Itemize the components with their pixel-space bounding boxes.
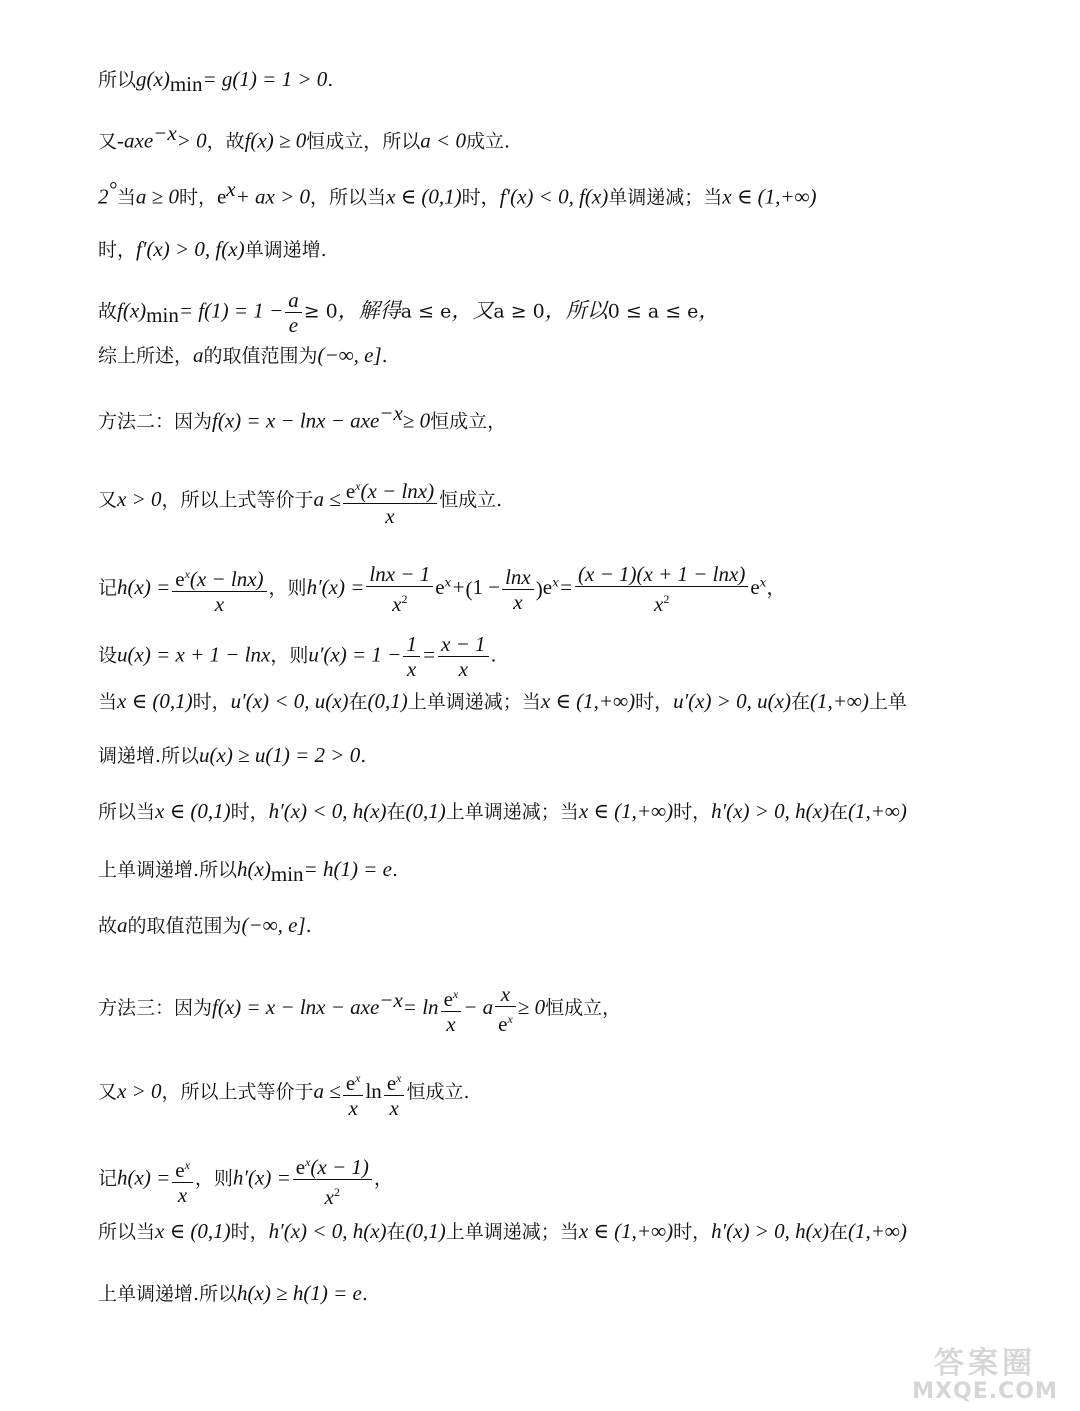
numerator-text: x [500,982,511,1006]
text-segment: ，所以当 [310,186,387,209]
math-expression: x ∈ (1,+∞) [722,184,817,209]
superscript: −x [379,401,403,425]
fraction-numerator [438,632,489,657]
math-expression: u(x) = x + 1 − lnx [117,642,271,667]
text-segment: 在 [348,691,368,713]
text-line [98,1150,980,1209]
denominator-text: x [324,1185,334,1209]
text-segment: ，则 [270,644,309,667]
math-expression: u(x) ≥ u(1) = 2 > 0 [199,743,361,767]
numerator-text: (x − lnx) [360,479,435,503]
fraction [384,1066,405,1120]
text-segment: 上单调递减；当 [445,801,579,823]
fraction-numerator [502,565,534,590]
math-expression: a ≥ 0 [135,184,179,209]
fraction-numerator [293,1150,372,1180]
text-segment: 调递增.所以 [98,745,200,767]
fraction-denominator [366,587,433,616]
fraction [403,632,420,681]
math-expression: e [542,575,553,599]
text-segment: ， [766,577,786,599]
superscript: ° [108,177,117,201]
fraction [343,1066,364,1120]
superscript: x [444,575,452,590]
superscript: x [305,1155,311,1169]
subscript: min [146,303,179,328]
numerator-text: (x − 1)(x + 1 − lnx) [578,562,746,586]
numerator-text: e [443,987,453,1011]
text-segment: . [360,745,367,767]
superscript: x [184,567,190,581]
text-segment: 在 [790,691,810,713]
watermark-text-url: MXQE.COM [912,1379,1058,1404]
text-line [98,120,980,154]
text-segment: 上单调递增.所以 [98,1283,238,1305]
math-expression: h′(x) < 0, h(x) [268,799,387,823]
math-expression: x ∈ (0,1) [155,799,231,823]
fraction-denominator [343,504,437,528]
math-expression: x ∈ (1,+∞) [540,689,636,713]
denominator-text: x [392,592,402,616]
math-expression: e [216,184,227,209]
right-paren: ) [535,577,543,601]
math-expression: + ax > 0 [235,184,311,209]
text-line [98,1218,980,1245]
math-expression: h(x) = [117,1165,171,1190]
superscript: x [184,1157,190,1172]
denominator-text: x [214,592,225,616]
math-expression: x ∈ (1,+∞) [578,799,674,823]
math-expression: ≥ 0 [517,995,546,1019]
math-expression: = f(1) = 1 − [178,298,284,323]
text-segment: 所以当 [98,801,156,823]
denominator-text: x [385,504,395,528]
text-segment: ，则 [194,1167,233,1190]
numerator-text: e [345,1071,356,1095]
math-expression: ≥ 0 [402,408,431,433]
math-expression: h′(x) > 0, h(x) [711,799,829,823]
fraction [293,1150,372,1209]
text-segment: 上单调递减；当 [445,1221,579,1243]
fraction-numerator [575,562,748,587]
fraction-denominator [172,592,266,616]
math-expression: h′(x) = [306,575,365,599]
fraction-denominator [384,1096,405,1120]
fraction-numerator [366,562,433,587]
numerator-text: e [175,1157,185,1182]
superscript: x [452,987,459,1001]
fraction-denominator [172,1183,193,1207]
text-line [98,236,980,263]
fraction [438,632,489,681]
fraction [575,562,748,616]
fraction [172,562,266,616]
text-segment: 故 [98,915,118,937]
fraction-numerator [343,1066,364,1096]
text-segment: . [305,915,312,937]
numerator-text: (x − lnx) [189,567,264,591]
math-expression: f(x) = x − lnx − axe [212,995,380,1019]
subscript: min [169,71,203,96]
text-line [98,912,980,939]
math-expression: 2 [98,184,109,209]
math-expression: (0,1) [405,799,446,823]
fraction-numerator [495,982,516,1007]
text-line [98,562,980,616]
text-segment: 恒成立. [406,1081,470,1103]
fraction [495,982,516,1036]
denominator-text: x [348,1096,358,1120]
math-expression: h′(x) = [232,1165,291,1190]
text-segment: 所以当 [98,1221,156,1243]
fraction-denominator [575,587,748,616]
text-segment: 在 [828,801,848,823]
text-segment: . [361,1283,368,1305]
math-expression: (1,+∞) [847,799,907,823]
math-expression: h(x) [237,857,271,881]
fraction [366,562,433,616]
text-segment: 当 [98,691,118,713]
superscript: 2 [663,592,670,606]
text-segment: 方法二：因为 [98,410,213,433]
text-line [98,400,980,434]
math-expression: a [117,913,128,937]
math-expression: = ln [402,995,439,1019]
text-line [98,1066,980,1120]
math-expression: x > 0 [117,1079,162,1103]
numerator-text: e [295,1155,306,1179]
text-segment: 单调递增. [244,239,327,261]
math-expression: x ∈ (0,1) [386,184,462,209]
superscript: 2 [333,1185,340,1199]
numerator-text: e [386,1071,397,1095]
text-segment: 0 ≤ a ≤ e [607,300,699,323]
text-segment: 成立. [465,130,510,153]
numerator-text: e [345,479,356,503]
fraction-denominator [343,1096,364,1120]
fraction [343,474,437,528]
numerator-text: lnx [505,564,531,589]
text-line [98,688,980,715]
text-segment: 时， [98,239,137,261]
text-segment: 故 [98,300,118,323]
fraction-denominator [285,313,302,337]
watermark-text-cn: 答案圈 [934,1346,1036,1381]
math-expression: x > 0 [117,487,162,511]
text-segment: . [327,69,334,91]
math-expression: (0,1) [405,1219,446,1243]
denominator-text: x [446,1012,456,1036]
superscript: x [396,1071,402,1085]
text-segment: 恒成立，所以 [306,130,421,153]
math-expression: h(x) ≥ h(1) = e [237,1281,362,1305]
text-segment: 上单调递增.所以 [98,859,238,881]
numerator-text: lnx − 1 [369,562,431,586]
math-expression: a ≤ [313,1079,341,1103]
math-expression: ，又 [451,298,494,323]
math-expression: 1 − [472,575,501,599]
text-line [98,1280,980,1307]
fraction-numerator [403,632,420,657]
math-expression: ，解得 [337,298,401,323]
text-segment: 在 [828,1221,848,1243]
math-expression: = [421,642,436,667]
denominator-text: x [389,1096,399,1120]
text-segment: . [391,859,398,881]
text-segment: ，则 [268,577,307,599]
math-expression: a [193,343,204,367]
fraction-denominator [438,657,489,681]
text-segment: 上单 [868,691,907,713]
text-segment: 时， [673,801,712,823]
math-expression: = [558,575,574,599]
math-expression: (−∞, e] [241,913,306,937]
denominator-text: e [288,313,299,337]
text-segment: 在 [386,1221,406,1243]
superscript: x [507,1012,513,1026]
text-segment: 综上所述， [98,345,194,367]
math-expression: h(x) = [117,575,171,599]
text-line [98,288,980,337]
text-segment: 时， [461,186,500,209]
fraction-numerator [343,474,437,504]
text-line [98,474,980,528]
fraction-numerator [384,1066,405,1096]
math-expression: (−∞, e] [317,343,382,367]
denominator-text: x [177,1182,188,1207]
text-segment: 设 [98,644,118,667]
math-expression: u′(x) = 1 − [308,642,402,667]
text-segment: 上单调递减；当 [407,691,541,713]
fraction [285,288,302,337]
superscript: x [355,479,361,493]
text-segment: ，所以上式等价于 [161,1081,314,1103]
subscript: min [270,861,304,886]
text-segment: 又 [98,489,118,511]
math-expression: = h(1) = e [303,857,392,881]
math-expression: (0,1) [367,689,408,713]
text-segment: 的取值范围为 [203,345,318,367]
fraction-denominator [441,1012,462,1036]
math-expression: x ∈ (0,1) [117,689,193,713]
superscript: −x [379,987,403,1012]
superscript: 2 [401,592,408,606]
text-line [98,982,980,1036]
text-line [98,176,980,210]
superscript: x [355,1071,361,1085]
math-expression: + [451,575,466,599]
math-expression: > 0 [176,128,207,153]
numerator-text: e [175,567,185,591]
math-expression: g(x) [136,67,170,91]
text-segment: 恒成立， [545,997,622,1019]
text-segment: 时， [673,1221,712,1243]
numerator-text: 1 [406,632,417,656]
math-expression: ， [698,298,720,323]
text-segment: 记 [98,577,118,599]
superscript: x [226,177,236,201]
text-segment: 时， [192,691,231,713]
math-expression: e [435,575,445,599]
math-expression: f(x) = x − lnx − axe [212,408,380,433]
numerator-text: x − 1 [441,632,486,656]
math-expression: e [750,575,760,599]
text-segment: 时， [178,186,217,209]
text-segment: 时， [230,801,269,823]
left-paren: ( [465,577,473,601]
text-segment: . [381,345,388,367]
text-segment: 又 [98,130,118,153]
text-segment: 恒成立. [439,489,503,511]
text-segment: 方法三：因为 [98,997,213,1019]
text-segment: 时， [230,1221,269,1243]
fraction [172,1153,193,1207]
text-segment: ，所以上式等价于 [161,489,314,511]
math-expression: f′(x) > 0, f(x) [136,237,245,261]
superscript: x [552,575,559,590]
fraction-denominator [293,1180,372,1209]
math-expression: a < 0 [420,128,466,153]
text-line [98,798,980,825]
math-expression: x ∈ (0,1) [155,1219,231,1243]
watermark-logo [900,1348,1070,1408]
text-segment: 当 [116,186,136,209]
fraction-numerator [172,1153,193,1183]
text-segment: 记 [98,1167,118,1190]
math-expression: f′(x) < 0, f(x) [499,184,609,209]
fraction-denominator [403,657,420,681]
math-expression: − a [463,995,494,1019]
math-expression: f(x) [117,298,147,323]
text-segment: 所以 [98,69,137,91]
math-expression: a ≤ [313,487,341,511]
math-expression: = g(1) = 1 > 0 [202,67,328,91]
text-line [98,632,980,681]
text-line [98,342,980,369]
text-segment: 在 [386,801,406,823]
math-expression: x ∈ (1,+∞) [578,1219,674,1243]
math-expression: f(x) ≥ 0 [244,128,307,153]
text-segment: a ≤ e [400,300,452,323]
text-segment: 恒成立， [430,410,507,433]
fraction [441,982,462,1036]
denominator-text: x [654,592,664,616]
fraction-numerator [285,288,302,313]
math-expression: (1,+∞) [847,1219,907,1243]
denominator-text: x [458,657,468,681]
math-expression: u′(x) < 0, u(x) [230,689,349,713]
denominator-text: x [406,657,417,681]
math-expression: ln [365,1079,382,1103]
text-segment: 的取值范围为 [127,915,242,937]
math-expression: u′(x) > 0, u(x) [673,689,791,713]
superscript: x [759,575,767,590]
math-expression: h′(x) > 0, h(x) [711,1219,829,1243]
fraction [502,565,534,614]
text-line [98,66,980,100]
math-expression: -axe [117,128,154,153]
text-line [98,742,980,769]
fraction-denominator [495,1007,516,1036]
fraction-numerator [172,562,266,592]
superscript: −x [153,121,177,145]
text-segment: ， [373,1167,393,1190]
numerator-text: a [288,288,299,312]
text-segment: ，故 [206,130,245,153]
text-line [98,856,980,890]
text-segment: 又 [98,1081,118,1103]
denominator-text: e [498,1012,508,1036]
text-segment: 时， [635,691,674,713]
numerator-text: (x − 1) [310,1155,369,1179]
math-expression: h′(x) < 0, h(x) [268,1219,387,1243]
text-segment: ≥ 0 [303,300,338,323]
text-segment: 单调递减；当 [608,186,723,209]
text-segment: . [490,644,497,667]
denominator-text: x [513,589,523,614]
math-expression: (1,+∞) [809,689,869,713]
fraction-numerator [441,982,462,1012]
fraction-denominator [502,590,534,614]
math-expression: ，所以 [544,298,608,323]
text-segment: a ≥ 0 [493,300,545,323]
